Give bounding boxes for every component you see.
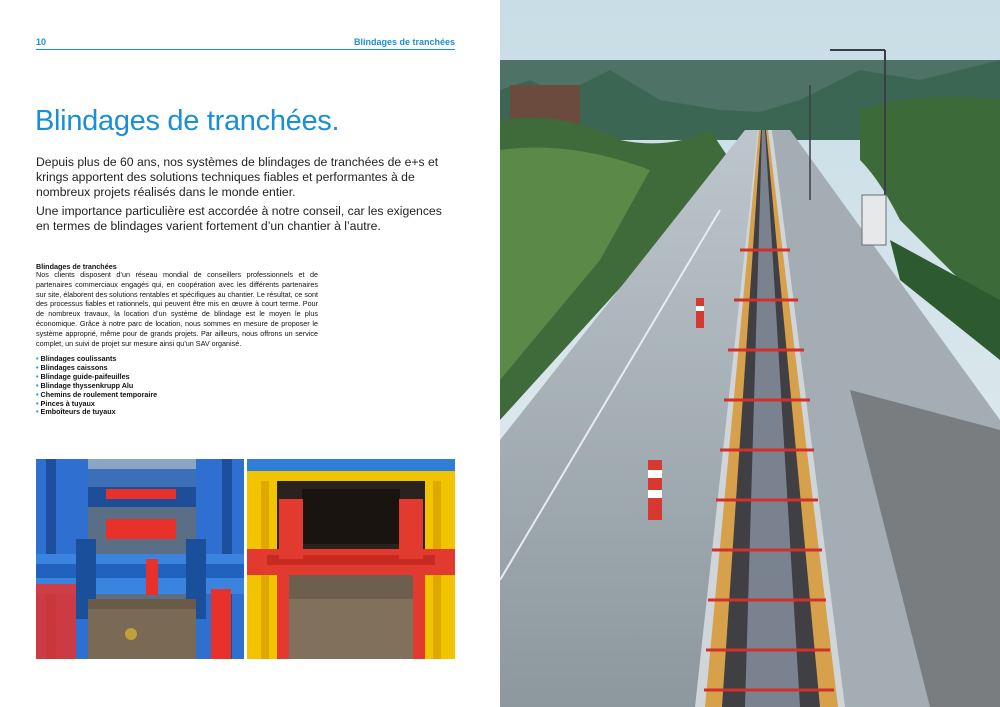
list-item: • Blindage guide-paifeuilles xyxy=(36,373,157,382)
page-title: Blindages de tranchées. xyxy=(35,105,340,137)
body-text: Nos clients disposent d’un réseau mondial de conseillers professionnels et de partenaires commerciaux engagés qui, en coopération avec les différents partenaires sur site, élaborent des solutions rentables et spécifiques au chantier. Le résultat, ce sont des processus fiables et rationnels, qui peuvent être mis en œuvre à court terme. Pour de nombreux travaux, la location d’un système de blindage est le moyen le plus économique. Grâce à notre parc de location, nous sommes en mesure de proposer le système approprié, même pour de grands projets. Par ailleurs, nous offrons un service complet, un suivi de projet sur mesure ainsi qu’un SAV organisé. xyxy=(36,270,318,348)
photo-box-shoring xyxy=(247,459,455,659)
list-item: • Pinces à tuyaux xyxy=(36,400,157,409)
photo-trench-road xyxy=(500,0,1000,707)
list-item: • Emboîteurs de tuyaux xyxy=(36,408,157,417)
lead-paragraph-1: Depuis plus de 60 ans, nos systèmes de blindages de tranchées de e+s et krings apportent des solutions techniques fiables et performantes à de nombreux projets réalisés dans le monde entier. xyxy=(36,155,439,199)
product-list xyxy=(36,355,157,417)
header-rule xyxy=(36,49,455,50)
photo-blue-shoring xyxy=(36,459,244,659)
page-number: 10 xyxy=(36,37,47,47)
list-item: • Chemins de roulement temporaire xyxy=(36,391,157,400)
body-subheading: Blindages de tranchées xyxy=(36,262,117,271)
list-item: • Blindages coulissants xyxy=(36,355,157,364)
list-item: • Blindage thyssenkrupp Alu xyxy=(36,382,157,391)
lead-paragraph-2: Une importance particulière est accordée à notre conseil, car les exigences en termes de blindages varient fortement d’un chantier à l’autre. xyxy=(36,204,442,233)
running-header: Blindages de tranchées xyxy=(353,37,455,47)
list-item: • Blindages caissons xyxy=(36,364,157,373)
